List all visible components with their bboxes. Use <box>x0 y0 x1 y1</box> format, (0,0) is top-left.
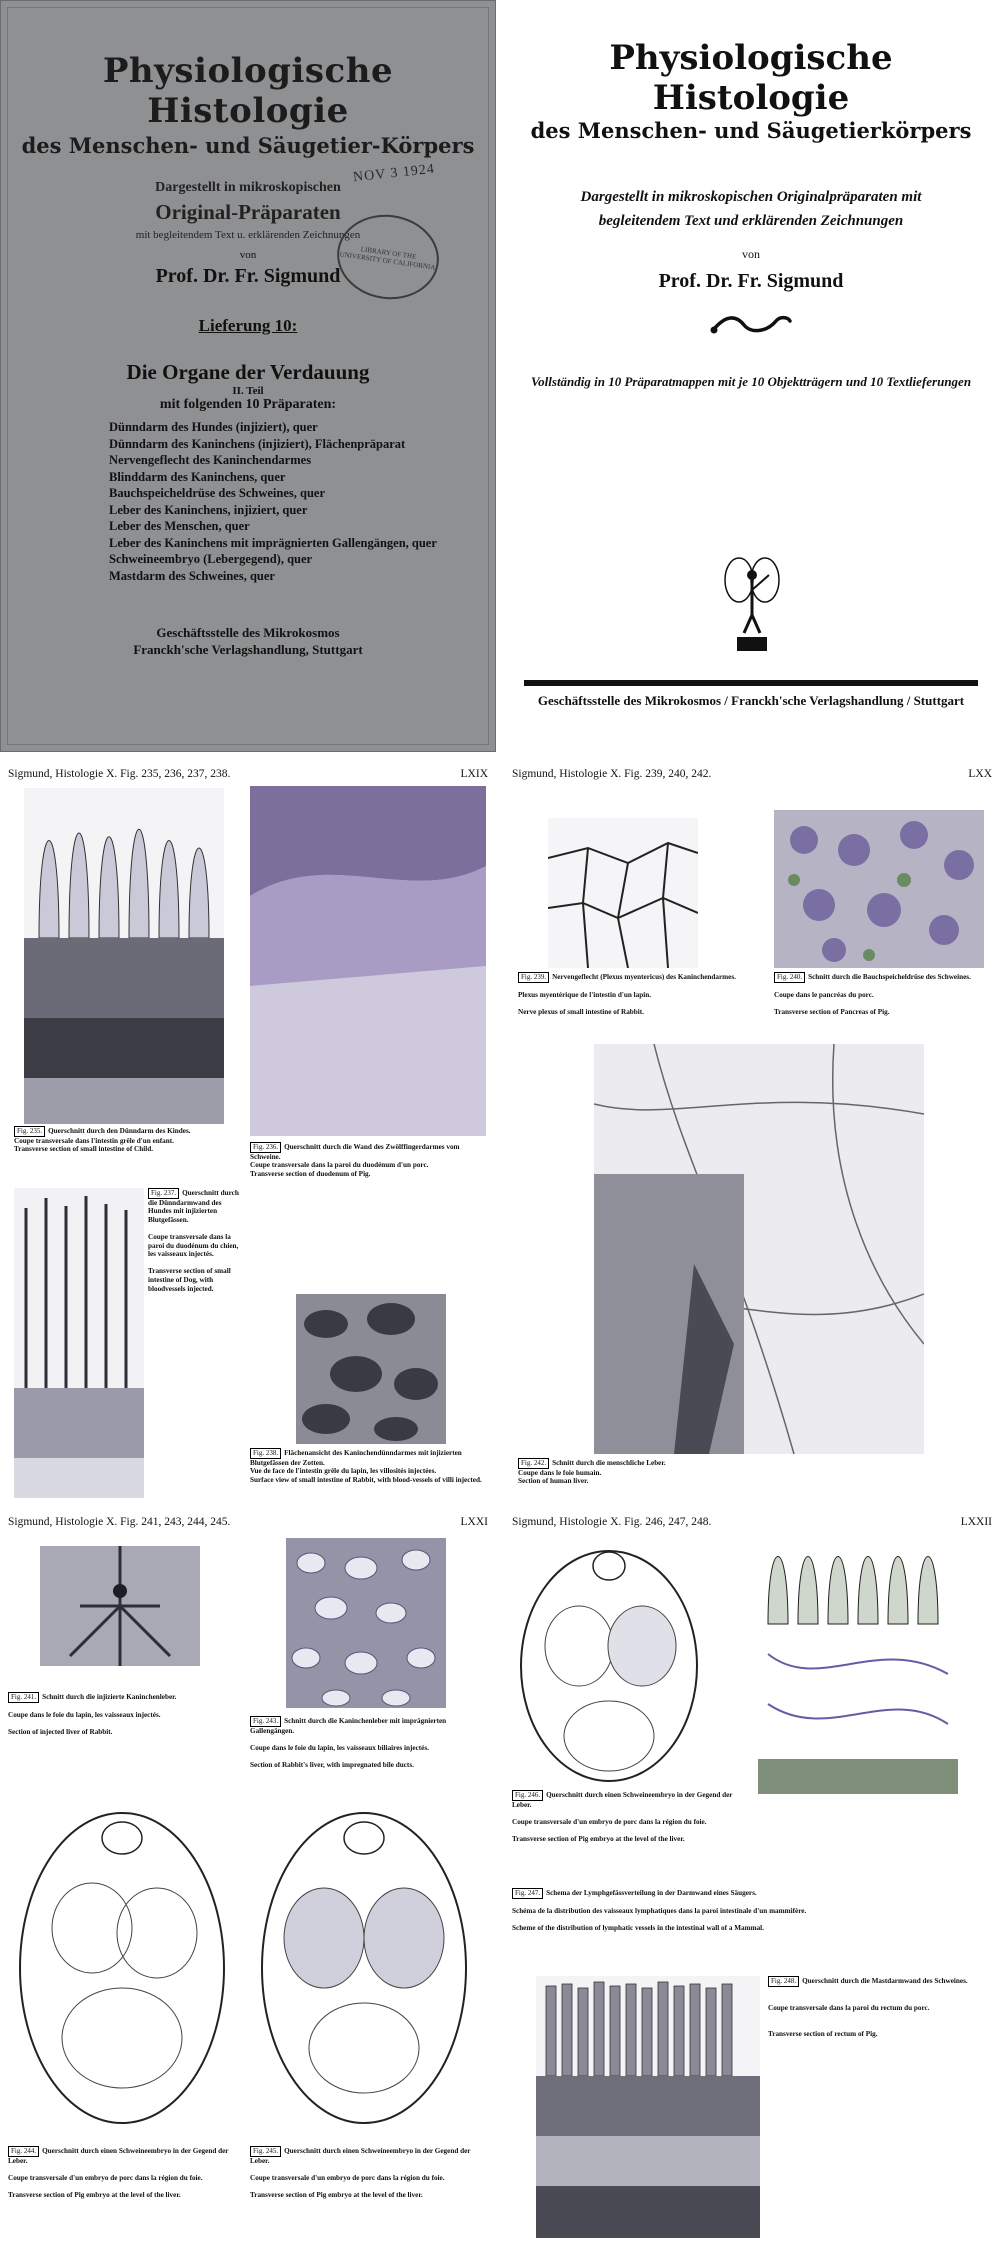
caption-de: Schema der Lymphgefässverteilung in der Darmwand eines Säugers. <box>546 1889 757 1897</box>
plate-header <box>8 768 488 780</box>
fig-number: Fig. 238. <box>250 1448 281 1459</box>
plate-header <box>512 768 992 780</box>
caption-fr: Coupe transversale d'un embryo de porc dans la région du foie. <box>250 2173 445 2182</box>
caption-en: Scheme of the distribution of lymphatic vessels in the intestinal wall of a Mammal. <box>512 1924 764 1933</box>
caption-de: Nervengeflecht (Plexus myentericus) des Kaninchendarmes. <box>552 973 736 981</box>
plate-number: LXXI <box>460 1516 488 1528</box>
plate-header <box>512 1516 992 1528</box>
caption-fr: Coupe dans le foie humain. <box>518 1468 602 1477</box>
list-item: Leber des Kaninchens mit imprägnierten Gallengängen, quer <box>109 535 437 550</box>
caption-235 <box>14 1126 240 1154</box>
caption-en: Section of injected liver of Rabbit. <box>8 1728 113 1737</box>
cover-page <box>0 0 496 752</box>
title-page-publisher: Geschäftsstelle des Mikrokosmos / Franckh'sche Verlagshandlung / Stuttgart <box>537 693 965 708</box>
caption-245 <box>250 2146 490 2200</box>
caption-de: Querschnitt durch einen Schweineembryo in der Gegend der Leber. <box>512 1791 733 1809</box>
cover-mit-folgenden: mit folgenden 10 Präparaten: <box>159 397 337 412</box>
caption-241 <box>8 1692 248 1737</box>
plate-header-left: Sigmund, Histologie X. Fig. 239, 240, 242. <box>512 768 712 780</box>
fig-number: Fig. 246. <box>512 1790 543 1801</box>
title-page <box>502 0 1000 752</box>
caption-en: Nerve plexus of small intestine of Rabbit. <box>518 1008 644 1017</box>
caption-de: Querschnitt durch einen Schweineembryo in der Gegend der Leber. <box>8 2147 229 2165</box>
cover-lieferung: Lieferung 10: <box>198 316 298 335</box>
figure-247 <box>758 1534 958 1804</box>
plate-number: LXX <box>968 768 992 780</box>
fig-number: Fig. 236. <box>250 1142 281 1153</box>
caption-fr: Coupe transversale dans la paroi du duodénum d'un porc. <box>250 1161 429 1170</box>
figure-248 <box>536 1976 760 2238</box>
list-item: Bauchspeicheldrüse des Schweines, quer <box>109 486 325 500</box>
fig-number: Fig. 243. <box>250 1716 281 1727</box>
cover-border <box>7 7 489 745</box>
title-page-von: von <box>742 247 760 261</box>
figure-238 <box>296 1294 446 1444</box>
cover-author: Prof. Dr. Fr. Sigmund <box>155 265 341 287</box>
publisher-line-1: Geschäftsstelle des Mikrokosmos <box>156 625 340 640</box>
cover-original: Original-Präparaten <box>155 200 341 224</box>
caption-de: Schnitt durch die injizierte Kaninchenleber. <box>42 1693 177 1701</box>
figure-240 <box>774 810 984 968</box>
caption-fr: Coupe dans le foie du lapin, les vaisseaux injectés. <box>8 1711 161 1720</box>
figure-242 <box>594 1044 924 1454</box>
figure-235 <box>14 788 234 1124</box>
date-stamp: NOV 3 1924 <box>352 161 436 186</box>
caption-246 <box>512 1790 752 1844</box>
cover-dargestellt: Dargestellt in mikroskopischen <box>155 180 341 195</box>
plate-header-left: Sigmund, Histologie X. Fig. 235, 236, 237, 238. <box>8 768 231 780</box>
plate-lxxi <box>0 1506 496 2245</box>
fig-number: Fig. 239. <box>518 972 549 983</box>
figure-237 <box>14 1188 144 1498</box>
caption-en: Transverse section of duodenum of Pig. <box>250 1169 371 1178</box>
title-page-vollstaendig: Vollständig in 10 Präparatmappen mit je 10 Objektträgern und 10 Textlieferungen <box>530 374 972 389</box>
caption-en: Transverse section of Pig embryo at the level of the liver. <box>512 1834 685 1843</box>
caption-fr: Coupe dans le foie du lapin, les vaisseaux biliaires injectés. <box>250 1743 429 1752</box>
caption-240 <box>774 972 986 1017</box>
caption-247 <box>512 1888 992 1933</box>
fig-number: Fig. 245. <box>250 2146 281 2157</box>
caption-de: Querschnitt durch den Dünndarm des Kindes. <box>48 1127 191 1135</box>
caption-fr: Coupe transversale d'un embryo de porc dans la région du foie. <box>512 1817 707 1826</box>
list-item: Mastdarm des Schweines, quer <box>109 568 275 583</box>
cover-subtitle: des Menschen- und Säugetier-Körpers <box>21 133 475 158</box>
fig-number: Fig. 240. <box>774 972 805 983</box>
figure-236 <box>250 786 486 1136</box>
caption-de: Schnitt durch die Kaninchenleber mit imprägnierten Gallengängen. <box>250 1717 447 1735</box>
caption-en: Section of Rabbit's liver, with impregnated bile ducts. <box>250 1760 414 1769</box>
fig-number: Fig. 242. <box>518 1458 549 1469</box>
fig-number: Fig. 241. <box>8 1692 39 1703</box>
caption-de: Querschnitt durch die Wand des Zwölffingerdarmes vom Schweine. <box>250 1143 460 1161</box>
caption-242 <box>518 1458 988 1486</box>
ornament-icon <box>512 311 990 346</box>
caption-de: Flächenansicht des Kaninchendünndarmes mit injizierten Blutgefässen der Zotten. <box>250 1449 462 1467</box>
publisher-line-2: Franckh'sche Verlagshandlung, Stuttgart <box>133 642 363 657</box>
fig-number: Fig. 237. <box>148 1188 179 1199</box>
figure-244 <box>12 1798 232 2128</box>
title-page-rule <box>524 680 978 686</box>
library-stamp-text: LIBRARY OF THE UNIVERSITY OF CALIFORNIA <box>339 245 436 272</box>
caption-fr: Coupe transversale dans la paroi du duodénum du chien, les vaisseaux injectés. <box>148 1232 239 1259</box>
caption-en: Transverse section of rectum of Pig. <box>768 2029 878 2038</box>
plate-header <box>8 1516 488 1528</box>
caption-239 <box>518 972 758 1017</box>
cover-begleitend: mit begleitendem Text u. erklärenden Zeichnungen <box>135 229 361 241</box>
title-page-dargestellt: Dargestellt in mikroskopischen Originalpräparaten mit begleitendem Text und erklärenden Zeichnungen <box>580 189 922 229</box>
list-item: Schweineembryo (Lebergegend), quer <box>109 552 313 566</box>
caption-en: Transverse section of Pancreas of Pig. <box>774 1008 890 1017</box>
plate-number: LXXII <box>960 1516 992 1528</box>
cover-title: Physiologische Histologie <box>102 51 394 131</box>
caption-en: Transverse section of small intestine of Dog, with bloodvessels injected. <box>148 1267 231 1293</box>
plate-header-left: Sigmund, Histologie X. Fig. 241, 243, 244, 245. <box>8 1516 231 1528</box>
fig-number: Fig. 244. <box>8 2146 39 2157</box>
caption-en: Section of human liver. <box>518 1477 589 1486</box>
fig-number: Fig. 248. <box>768 1976 799 1987</box>
caption-en: Surface view of small intestine of Rabbit, with blood-vessels of villi injected. <box>250 1475 482 1484</box>
fig-number: Fig. 235. <box>14 1126 45 1137</box>
figure-246 <box>514 1536 704 1786</box>
list-item: Leber des Kaninchens, injiziert, quer <box>109 502 308 517</box>
title-page-title: Physiologische Histologie <box>609 38 893 118</box>
title-page-author: Prof. Dr. Fr. Sigmund <box>658 270 844 292</box>
figure-245 <box>254 1798 474 2128</box>
caption-fr: Coupe dans le pancréas du porc. <box>774 991 874 1000</box>
caption-fr: Plexus myentérique de l'intestin d'un lapin. <box>518 991 651 1000</box>
caption-236 <box>250 1142 486 1178</box>
list-item: Blinddarm des Kaninchens, quer <box>109 469 286 484</box>
list-item: Dünndarm des Hundes (injiziert), quer <box>109 420 318 434</box>
figure-243 <box>286 1538 446 1708</box>
figure-239 <box>548 818 698 968</box>
caption-237 <box>148 1188 240 1293</box>
list-item: Leber des Menschen, quer <box>109 519 250 533</box>
list-item: Dünndarm des Kaninchens (injiziert), Flächenpräparat <box>109 436 406 451</box>
caption-en: Transverse section of small intestine of Child. <box>14 1145 154 1154</box>
plate-number: LXIX <box>460 768 488 780</box>
caption-fr: Coupe transversale dans la paroi du rectum du porc. <box>768 2003 930 2012</box>
plate-header-left: Sigmund, Histologie X. Fig. 246, 247, 248. <box>512 1516 712 1528</box>
plate-lxx <box>504 758 1000 1500</box>
title-page-subtitle: des Menschen- und Säugetierkörpers <box>530 118 972 143</box>
caption-248 <box>768 1976 992 2038</box>
caption-de: Querschnitt durch die Mastdarmwand des Schweines. <box>802 1977 968 1985</box>
plate-lxxii <box>504 1506 1000 2245</box>
cover-von: von <box>239 249 257 261</box>
cover-organe: Die Organe der Verdauung <box>126 360 370 384</box>
caption-fr: Schéma de la distribution des vaisseaux lymphatiques dans la paroi intestinale d'un mammifère. <box>512 1907 807 1916</box>
caption-en: Transverse section of Pig embryo at the level of the liver. <box>250 2190 423 2199</box>
plate-lxix <box>0 758 496 1500</box>
caption-de: Querschnitt durch die Dünndarmwand des Hundes mit injizierten Blutgefässen. <box>148 1189 239 1224</box>
cover-teil: II. Teil <box>232 385 264 397</box>
caption-244 <box>8 2146 244 2200</box>
caption-fr: Vue de face de l'intestin grêle du lapin, les villosités injectées. <box>250 1467 437 1476</box>
caption-de: Schnitt durch die Bauchspeicheldrüse des Schweines. <box>808 973 971 981</box>
list-item: Nervengeflecht des Kaninchendarmes <box>109 453 312 467</box>
caption-de: Querschnitt durch einen Schweineembryo in der Gegend der Leber. <box>250 2147 471 2165</box>
fig-number: Fig. 247. <box>512 1888 543 1899</box>
caption-fr: Coupe transversale dans l'intestin grêle d'un enfant. <box>14 1136 174 1145</box>
caption-fr: Coupe transversale d'un embryo de porc dans la région du foie. <box>8 2173 203 2182</box>
caption-238 <box>250 1448 486 1484</box>
figure-241 <box>40 1546 200 1666</box>
caption-en: Transverse section of Pig embryo at the level of the liver. <box>8 2190 181 2199</box>
publisher-emblem-icon <box>717 545 787 660</box>
caption-243 <box>250 1716 490 1770</box>
caption-de: Schnitt durch die menschliche Leber. <box>552 1459 666 1467</box>
